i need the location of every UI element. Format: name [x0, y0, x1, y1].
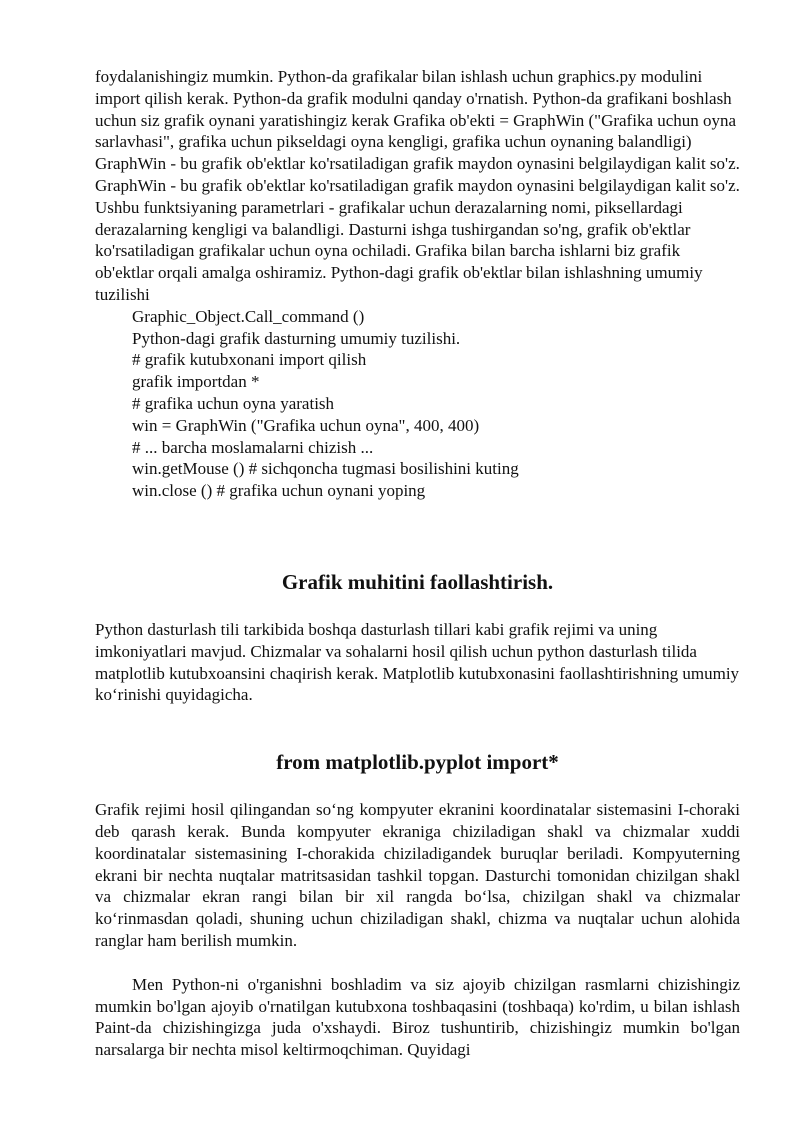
intro-paragraph: foydalanishingiz mumkin. Python-da grafikalar bilan ishlash uchun graphics.py modulini import qilish kerak. Python-da grafik modulni qanday o'rnatish. Python-da grafikani boshlash uchun siz grafik oynani yaratishingiz kerak Grafika ob'ekti = GraphWin ("Grafika uchun oyna sarlavhasi", grafika uchun pikseldagi oyna kengligi, grafika uchun oynaning balandligi) GraphWin - bu grafik ob'ektlar ko'rsatiladigan grafik maydon oynasini belgilaydigan kalit so'z. GraphWin - bu grafik ob'ektlar ko'rsatiladigan grafik maydon oynasini belgilaydigan kalit so'z. Ushbu funktsiyaning parametrlari - grafikalar uchun derazalarning nomi, piksellardagi derazalarning kengligi va balandligi. Dasturni ishga tushirgandan so'ng, grafik ob'ektlar ko'rsatiladigan grafikalar uchun oyna ochiladi. Grafika bilan barcha ishlarni biz grafik ob'ektlar orqali amalga oshiramiz. Python-dagi grafik ob'ektlar bilan ishlashning umumiy tuzilishi: [95, 67, 740, 304]
code-example: [95, 306, 740, 502]
coordinate-system-paragraph: Grafik rejimi hosil qilingandan so‘ng kompyuter ekranini koordinatalar sistemasini I-choraki deb qarash kerak. Bunda kompyuter ekraniga chiziladigan shakl va chizmalar xuddi koordinatalar sistemasining I-chorakida chiziladigandek buruqlar beriladi. Kompyuterning ekrani bir nechta nuqtalar matritsasidan tashkil topgan. Dasturchi tomonidan chizilgan shakl va chizmalar ekran rangi bilan bir xil rangda bo‘lsa, chizilgan shakl va chizmalar ko‘rinmasdan qoladi, shuning uchun chiziladigan shakl, chizma va nuqtalar uchun alohida ranglar ham berilish mumkin.: [95, 800, 740, 950]
code-line: Graphic_Object.Call_command (): [132, 306, 365, 326]
code-line: grafik importdan *: [132, 372, 260, 392]
document-page: [95, 66, 740, 1061]
code-line: win.close () # grafika uchun oynani yoping: [132, 481, 426, 501]
code-line: win = GraphWin ("Grafika uchun oyna", 400, 400): [132, 415, 480, 435]
section-heading-graphics: Grafik muhitini faollashtirish.: [281, 569, 554, 594]
code-line: Python-dagi grafik dasturning umumiy tuzilishi.: [132, 328, 461, 348]
code-line: # grafik kutubxonani import qilish: [132, 350, 367, 370]
code-line: # ... barcha moslamalarni chizish ...: [132, 437, 374, 457]
turtle-intro-paragraph: Men Python-ni o'rganishni boshladim va siz ajoyib chizilgan rasmlarni chizishingiz mumkin bo'lgan ajoyib o'rnatilgan kutubxona toshbaqasini (toshbaqa) ko'rdim, u bilan ishlash Paint-da chizishingizga juda o'xshaydi. Biroz tushuntirib, chizishingiz mumkin bo'lgan narsalarga bir nechta misol keltirmoqchiman. Quyidagi: [95, 974, 740, 1060]
code-line: win.getMouse () # sichqoncha tugmasi bosilishini kuting: [132, 459, 519, 479]
code-line: # grafika uchun oyna yaratish: [132, 393, 335, 413]
matplotlib-intro-paragraph: Python dasturlash tili tarkibida boshqa dasturlash tillari kabi grafik rejimi va uning imkoniyatlari mavjud. Chizmalar va sohalarni hosil qilish uchun python dasturlash tilida matplotlib kutubxoansini chaqirish kerak. Matplotlib kutubxonasini faollashtirishning umumiy ko‘rinishi quyidagicha.: [95, 619, 740, 705]
import-statement-heading: from matplotlib.pyplot import*: [276, 750, 559, 775]
